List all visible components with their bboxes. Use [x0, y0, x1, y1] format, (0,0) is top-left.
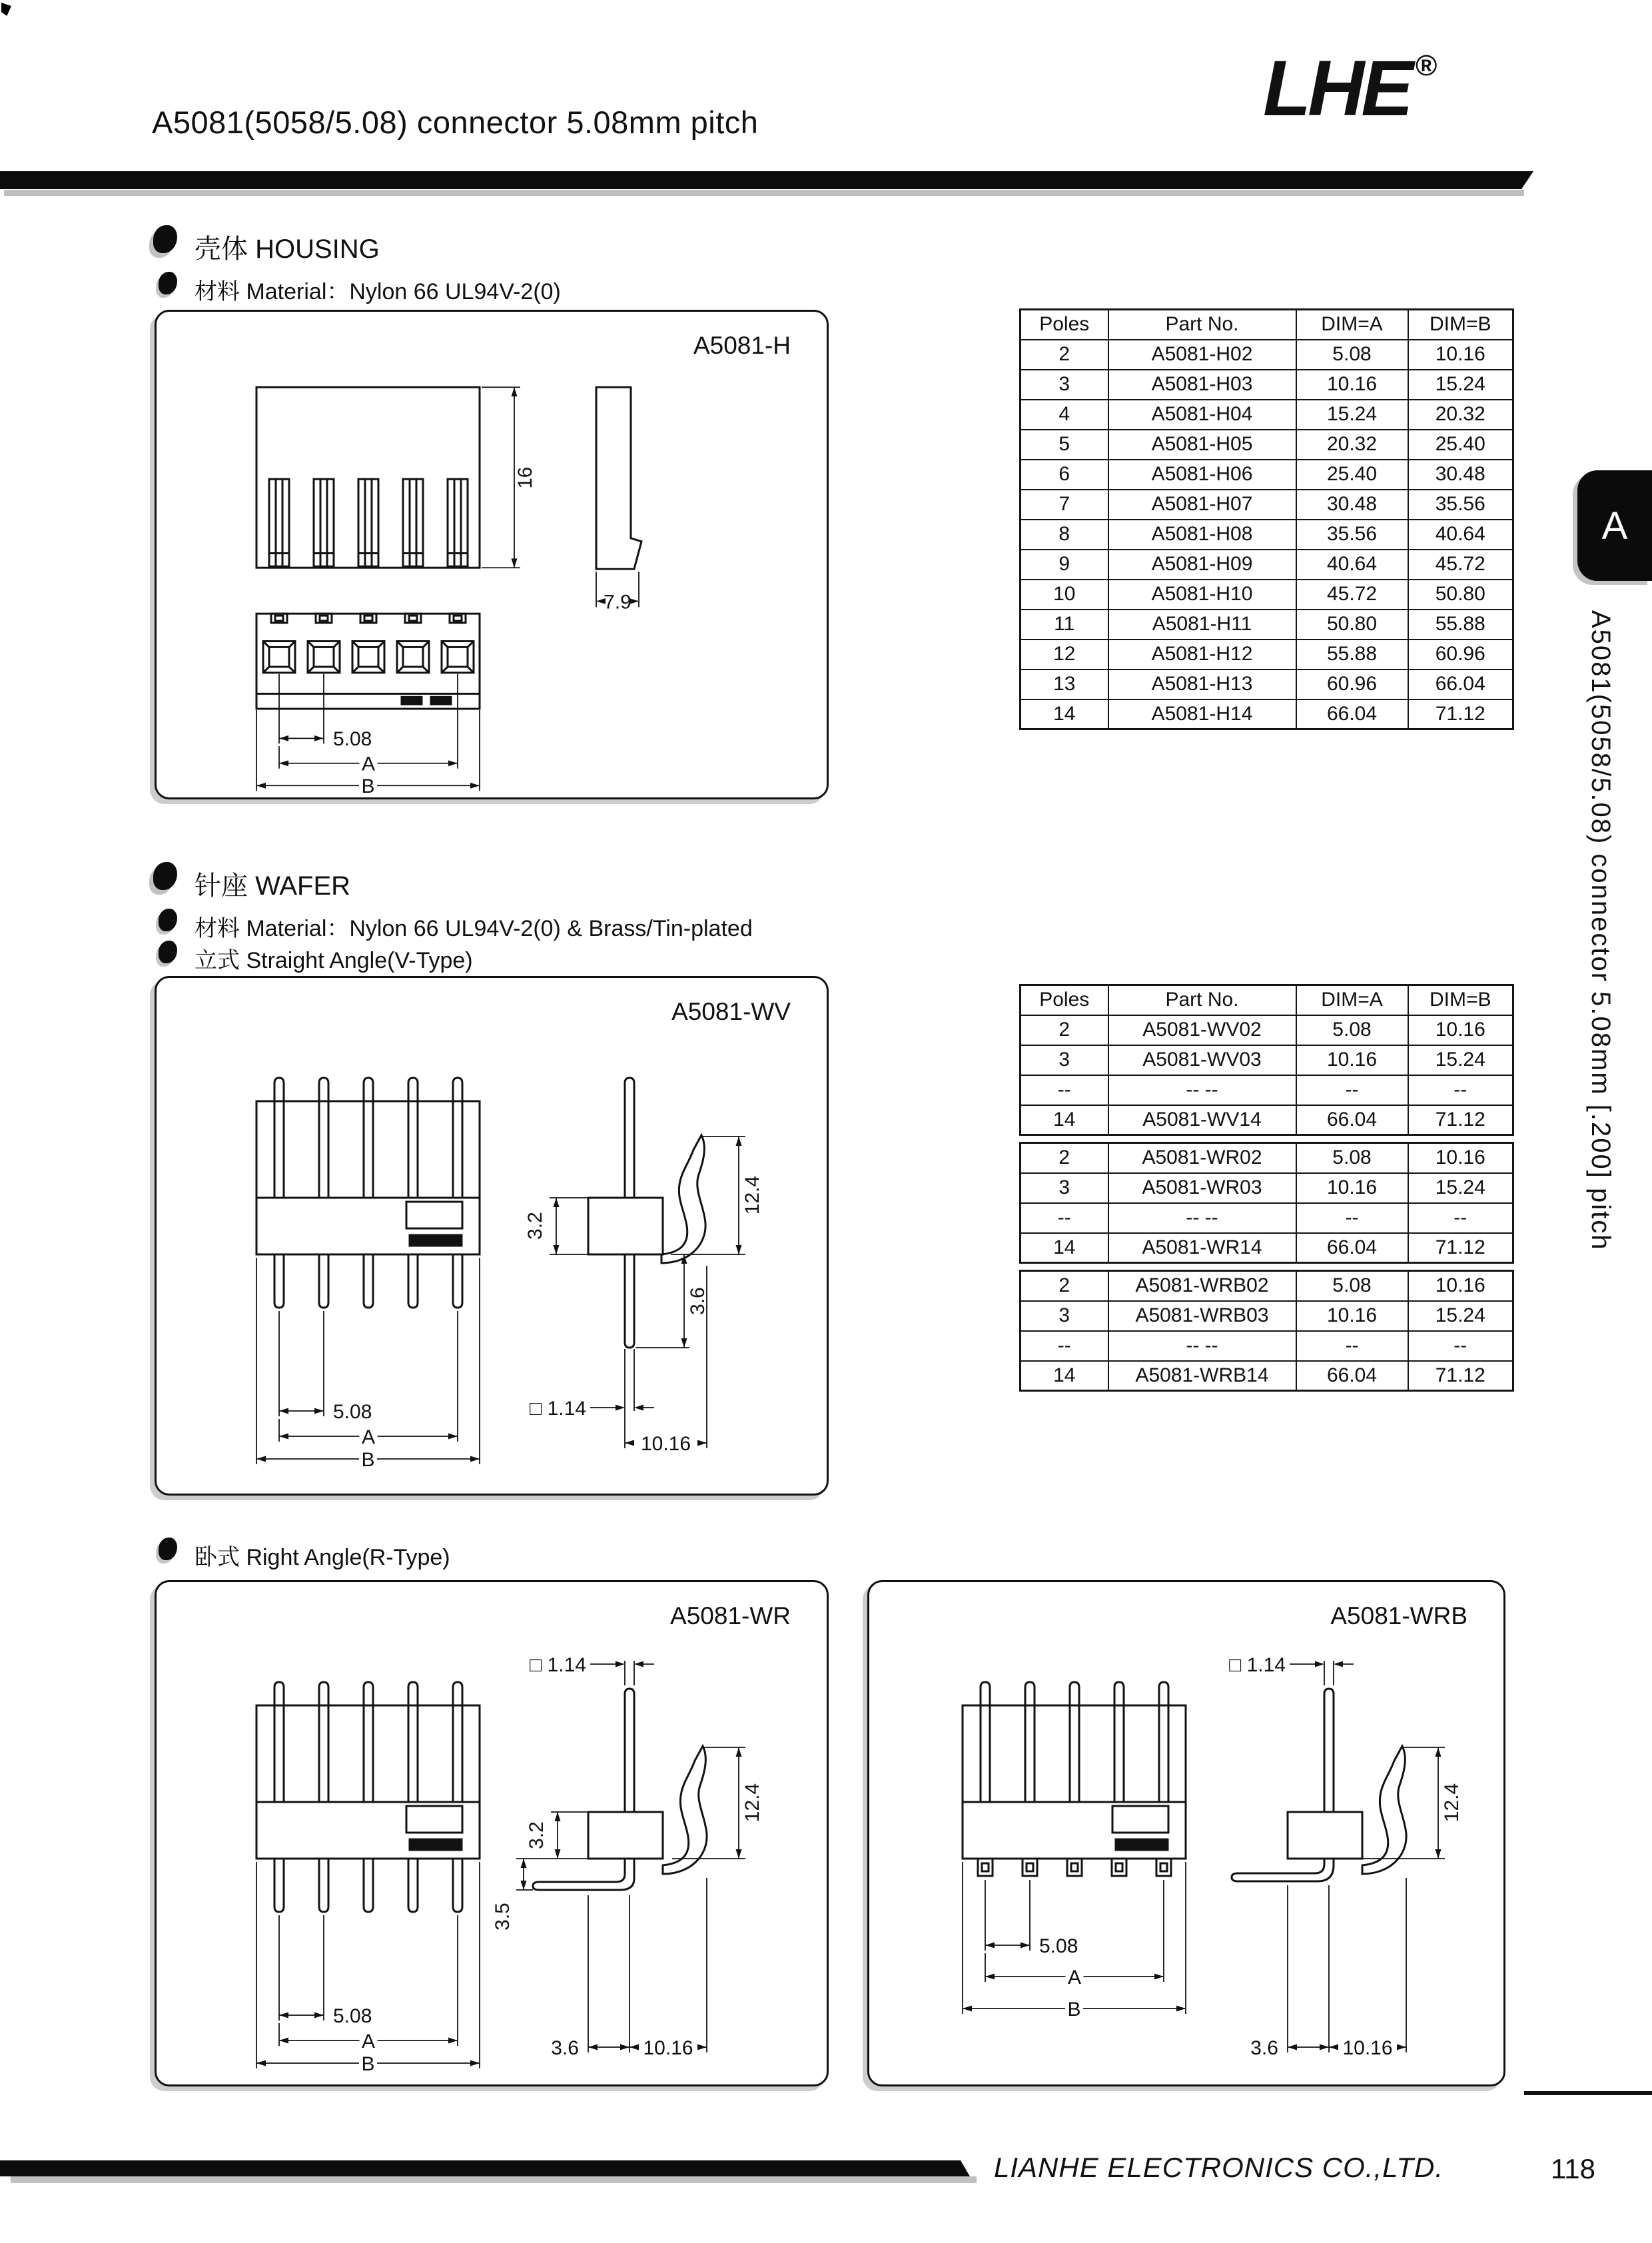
- dimension: [492, 1859, 533, 1931]
- table-cell: --: [1296, 1075, 1408, 1105]
- table-row: [1021, 699, 1513, 729]
- dimension: [1229, 1654, 1354, 1685]
- section-bullet-icon: [159, 941, 177, 963]
- dimension-label: 3.5: [492, 1903, 514, 1931]
- dimension-label: 3.6: [551, 2037, 579, 2059]
- table-cell: 5.08: [1296, 1271, 1408, 1301]
- housing-technical-drawing: [157, 312, 827, 797]
- table-cell: 50.80: [1296, 610, 1408, 640]
- table-cell: 2: [1021, 1271, 1108, 1301]
- dimension-label: □ 1.14: [530, 1398, 586, 1420]
- table-cell: 14: [1021, 699, 1108, 729]
- table-cell: 3: [1021, 1301, 1108, 1331]
- dimension: [985, 1880, 1078, 1957]
- wr-diagram-box: [155, 1580, 829, 2086]
- dimension-label: B: [1067, 1999, 1081, 2020]
- wr-views: [256, 1682, 707, 1912]
- page-title: A5081(5058/5.08) connector 5.08mm pitch: [152, 105, 759, 140]
- table-cell: 10.16: [1296, 1045, 1408, 1075]
- dimension-label: 3.6: [1250, 2037, 1278, 2059]
- table-row: [1021, 1105, 1513, 1135]
- table-cell: A5081-H02: [1108, 340, 1296, 370]
- housing-section-heading: 壳体 HOUSING: [195, 234, 380, 264]
- dimension: [530, 1349, 654, 1448]
- table-cell: 50.80: [1408, 580, 1513, 610]
- table-cell: 55.88: [1408, 610, 1513, 640]
- table-cell: A5081-WV02: [1108, 1015, 1296, 1045]
- housing-table: [1019, 308, 1514, 730]
- page-number: 118: [1551, 2153, 1595, 2184]
- table-cell: 10.16: [1408, 1271, 1513, 1301]
- dimension: [629, 1878, 707, 2059]
- column-header: DIM=B: [1408, 985, 1513, 1015]
- dimension-label: A: [361, 1426, 376, 1448]
- column-header: Part No.: [1108, 310, 1296, 340]
- table-cell: 15.24: [1408, 1045, 1513, 1075]
- table-row: [1021, 640, 1513, 670]
- wv-diagram-box: [155, 976, 829, 1496]
- housing-diagram-box: [155, 310, 829, 799]
- dimension-label: B: [361, 2053, 375, 2075]
- table-cell: 4: [1021, 400, 1108, 430]
- section-bullet-icon: [159, 1538, 177, 1560]
- table-cell: 10.16: [1408, 340, 1513, 370]
- table-cell: 10.16: [1296, 370, 1408, 400]
- table-cell: A5081-H09: [1108, 550, 1296, 580]
- wafer-part-table-wv: [1019, 984, 1514, 1136]
- table-cell: A5081-WRB14: [1108, 1361, 1296, 1391]
- dimension: [1250, 1885, 1329, 2059]
- table-cell: A5081-WR02: [1108, 1143, 1296, 1173]
- table-cell: 66.04: [1296, 1105, 1408, 1135]
- wafer-part-table-wr: [1019, 1142, 1514, 1264]
- section-bullet-icon: [153, 862, 177, 890]
- wrb-diagram-box: [867, 1580, 1505, 2086]
- wafer-vtype-line: 立式 Straight Angle(V-Type): [195, 948, 473, 973]
- dimension: [530, 1654, 654, 1685]
- table-cell: 66.04: [1408, 670, 1513, 699]
- table-row: [1021, 400, 1513, 430]
- table-row: [1021, 1271, 1513, 1301]
- dimension: [1358, 1747, 1463, 1859]
- housing-part-table: [1019, 308, 1514, 730]
- housing-material-line: 材料 Material：Nylon 66 UL94V-2(0): [195, 279, 561, 304]
- table-row: [1021, 610, 1513, 640]
- diagram-label: A5081-WR: [670, 1602, 791, 1629]
- table-cell: 14: [1021, 1233, 1108, 1263]
- dimension-label: 12.4: [741, 1783, 763, 1823]
- table-cell: 60.96: [1408, 640, 1513, 670]
- table-cell: 5.08: [1296, 340, 1408, 370]
- table-cell: --: [1408, 1203, 1513, 1233]
- table-cell: 2: [1021, 1143, 1108, 1173]
- table-cell: 10.16: [1296, 1173, 1408, 1203]
- wafer-table: [1019, 984, 1514, 1392]
- table-cell: 3: [1021, 1045, 1108, 1075]
- registered-trademark-icon: ®: [1416, 49, 1438, 82]
- dimension-label: 5.08: [333, 1401, 372, 1423]
- table-row: [1021, 580, 1513, 610]
- wrb-views: [963, 1682, 1406, 1881]
- table-row: [1021, 1361, 1513, 1391]
- dimension: [279, 674, 458, 775]
- table-cell: 15.24: [1408, 1301, 1513, 1331]
- footer-company-name: LIANHE ELECTRONICS CO.,LTD.: [994, 2152, 1444, 2183]
- table-row: [1021, 370, 1513, 400]
- table-cell: 71.12: [1408, 699, 1513, 729]
- table-cell: --: [1296, 1331, 1408, 1361]
- table-row: [1021, 1233, 1513, 1263]
- housing-views: [256, 387, 641, 709]
- table-row: [1021, 670, 1513, 699]
- table-cell: 3: [1021, 1173, 1108, 1203]
- table-cell: 30.48: [1296, 490, 1408, 520]
- dimension-label: 10.16: [643, 2037, 693, 2059]
- table-cell: 20.32: [1408, 400, 1513, 430]
- table-row: [1021, 1331, 1513, 1361]
- dimension-label: □ 1.14: [530, 1654, 586, 1676]
- dimension-label: A: [1067, 1967, 1082, 1989]
- dimension-label: □ 1.14: [1229, 1654, 1286, 1676]
- dimension-label: 12.4: [741, 1175, 763, 1215]
- table-cell: 7: [1021, 490, 1108, 520]
- wafer-part-table-wrb: [1019, 1270, 1514, 1392]
- table-row: [1021, 490, 1513, 520]
- dimension-label: 10.16: [1342, 2037, 1393, 2059]
- table-cell: 3: [1021, 370, 1108, 400]
- table-cell: 6: [1021, 460, 1108, 490]
- table-cell: --: [1296, 1203, 1408, 1233]
- column-header: Part No.: [1108, 985, 1296, 1015]
- table-row: [1021, 340, 1513, 370]
- table-row: [1021, 460, 1513, 490]
- dimension-label: 3.2: [526, 1821, 548, 1849]
- dimension: [279, 1311, 458, 1448]
- table-row: [1021, 520, 1513, 550]
- column-header: DIM=B: [1408, 310, 1513, 340]
- table-cell: 35.56: [1296, 520, 1408, 550]
- table-cell: -- --: [1108, 1331, 1296, 1361]
- table-cell: 14: [1021, 1361, 1108, 1391]
- table-row: [1021, 550, 1513, 580]
- table-cell: 25.40: [1408, 430, 1513, 460]
- table-cell: --: [1021, 1203, 1108, 1233]
- dimension: [279, 674, 372, 750]
- table-cell: 2: [1021, 340, 1108, 370]
- table-cell: 5: [1021, 430, 1108, 460]
- wafer-section-heading: 针座 WAFER: [195, 871, 351, 901]
- table-cell: A5081-H11: [1108, 610, 1296, 640]
- table-cell: 2: [1021, 1015, 1108, 1045]
- table-row: [1021, 1143, 1513, 1173]
- table-row: [1021, 1203, 1513, 1233]
- dimension: [482, 387, 536, 568]
- table-cell: A5081-H06: [1108, 460, 1296, 490]
- table-cell: A5081-WR14: [1108, 1233, 1296, 1263]
- table-row: [1021, 1075, 1513, 1105]
- table-cell: A5081-H12: [1108, 640, 1296, 670]
- column-header: DIM=A: [1296, 310, 1408, 340]
- table-cell: 45.72: [1408, 550, 1513, 580]
- table-cell: 25.40: [1296, 460, 1408, 490]
- table-cell: 60.96: [1296, 670, 1408, 699]
- table-cell: A5081-H10: [1108, 580, 1296, 610]
- dimension: [985, 1880, 1164, 1989]
- column-header: Poles: [1021, 310, 1108, 340]
- table-row: [1021, 430, 1513, 460]
- dimension-label: 5.08: [333, 728, 372, 751]
- brand-logo-text: LHE: [1263, 45, 1410, 133]
- table-cell: 40.64: [1408, 520, 1513, 550]
- dimension-label: 7.9: [604, 591, 631, 614]
- table-cell: A5081-H08: [1108, 520, 1296, 550]
- table-cell: 5.08: [1296, 1015, 1408, 1045]
- dimension-label: 3.2: [524, 1212, 546, 1240]
- dimension-label: 10.16: [640, 1433, 691, 1455]
- footer-rule-bar: [0, 2160, 970, 2176]
- dimension-label: 3.6: [687, 1287, 709, 1315]
- footer-mini-rule: [1524, 2091, 1652, 2095]
- table-cell: 55.88: [1296, 640, 1408, 670]
- table-cell: --: [1408, 1075, 1513, 1105]
- table-cell: 66.04: [1296, 1233, 1408, 1263]
- table-cell: A5081-WR03: [1108, 1173, 1296, 1203]
- section-bullet-icon: [159, 272, 177, 294]
- dimension-label: 12.4: [1441, 1783, 1463, 1823]
- table-cell: 15.24: [1408, 1173, 1513, 1203]
- table-cell: 45.72: [1296, 580, 1408, 610]
- dimension: [516, 1812, 588, 1859]
- table-cell: 8: [1021, 520, 1108, 550]
- table-cell: 10.16: [1296, 1301, 1408, 1331]
- table-cell: 5.08: [1296, 1143, 1408, 1173]
- table-cell: A5081-WRB03: [1108, 1301, 1296, 1331]
- wv-technical-drawing: [157, 978, 827, 1494]
- diagram-label: A5081-WRB: [1330, 1602, 1467, 1629]
- table-cell: A5081-WRB02: [1108, 1271, 1296, 1301]
- table-cell: 12: [1021, 640, 1108, 670]
- dimension: [524, 1198, 588, 1254]
- table-cell: A5081-H14: [1108, 699, 1296, 729]
- table-cell: --: [1021, 1075, 1108, 1105]
- brand-logo: [1263, 45, 1438, 133]
- table-cell: 11: [1021, 610, 1108, 640]
- table-cell: 66.04: [1296, 699, 1408, 729]
- wafer-rtype-line: 卧式 Right Angle(R-Type): [195, 1545, 450, 1570]
- wafer-material-line: 材料 Material：Nylon 66 UL94V-2(0) & Brass/Tin-plated: [195, 916, 753, 941]
- side-vertical-title: A5081(5058/5.08) connector 5.08mm [.200] pitch: [1586, 610, 1615, 1251]
- header-rule-shadow: [4, 190, 1524, 196]
- table-cell: 71.12: [1408, 1361, 1513, 1391]
- dimension: [635, 1254, 709, 1348]
- wr-technical-drawing: [157, 1582, 827, 2084]
- dimension: [279, 1311, 372, 1423]
- table-row: [1021, 1015, 1513, 1045]
- section-index-letter: A: [1601, 504, 1628, 548]
- table-cell: A5081-H04: [1108, 400, 1296, 430]
- table-cell: 40.64: [1296, 550, 1408, 580]
- section-index-tab: [1577, 470, 1652, 581]
- table-cell: 13: [1021, 670, 1108, 699]
- table-cell: -- --: [1108, 1203, 1296, 1233]
- dimension-label: 5.08: [1039, 1935, 1078, 1957]
- table-cell: 30.48: [1408, 460, 1513, 490]
- table-cell: 10.16: [1408, 1015, 1513, 1045]
- diagram-label: A5081-H: [693, 332, 791, 359]
- table-cell: A5081-H05: [1108, 430, 1296, 460]
- table-cell: A5081-H13: [1108, 670, 1296, 699]
- table-cell: A5081-WV14: [1108, 1105, 1296, 1135]
- dimension: [551, 1895, 629, 2059]
- column-header: Poles: [1021, 985, 1108, 1015]
- table-cell: 71.12: [1408, 1105, 1513, 1135]
- table-cell: 9: [1021, 550, 1108, 580]
- column-header: DIM=A: [1296, 985, 1408, 1015]
- dimension: [279, 1915, 372, 2027]
- wrb-technical-drawing: [869, 1582, 1503, 2084]
- table-cell: --: [1408, 1331, 1513, 1361]
- section-bullet-icon: [153, 225, 177, 253]
- wv-views: [256, 1078, 705, 1348]
- table-cell: 20.32: [1296, 430, 1408, 460]
- table-cell: 10.16: [1408, 1143, 1513, 1173]
- table-cell: 15.24: [1296, 400, 1408, 430]
- section-bullet-icon: [159, 909, 177, 931]
- dimension-label: 5.08: [333, 2005, 372, 2027]
- table-cell: 35.56: [1408, 490, 1513, 520]
- dimension-label: A: [361, 753, 376, 775]
- table-cell: 14: [1021, 1105, 1108, 1135]
- dimension: [1329, 1878, 1406, 2059]
- table-row: [1021, 1301, 1513, 1331]
- dimension-label: B: [361, 1449, 375, 1471]
- table-cell: 71.12: [1408, 1233, 1513, 1263]
- table-header-row: [1021, 985, 1513, 1015]
- header-rule-bar: [0, 171, 1533, 189]
- dimension-label: A: [361, 2030, 376, 2052]
- dimension-label: B: [361, 775, 375, 797]
- table-cell: 15.24: [1408, 370, 1513, 400]
- dimension-label: 16: [514, 466, 537, 489]
- table-header-row: [1021, 310, 1513, 340]
- table-row: [1021, 1173, 1513, 1203]
- table-cell: A5081-H03: [1108, 370, 1296, 400]
- table-cell: -- --: [1108, 1075, 1296, 1105]
- dimension: [596, 572, 639, 613]
- dimension: [279, 1915, 458, 2052]
- table-cell: 10: [1021, 580, 1108, 610]
- table-cell: --: [1021, 1331, 1108, 1361]
- table-cell: 66.04: [1296, 1361, 1408, 1391]
- table-cell: A5081-H07: [1108, 490, 1296, 520]
- table-row: [1021, 1045, 1513, 1075]
- footer-rule-shadow: [11, 2176, 977, 2183]
- diagram-label: A5081-WV: [671, 998, 791, 1025]
- table-cell: A5081-WV03: [1108, 1045, 1296, 1075]
- print-corner-mark: [1, 3, 11, 16]
